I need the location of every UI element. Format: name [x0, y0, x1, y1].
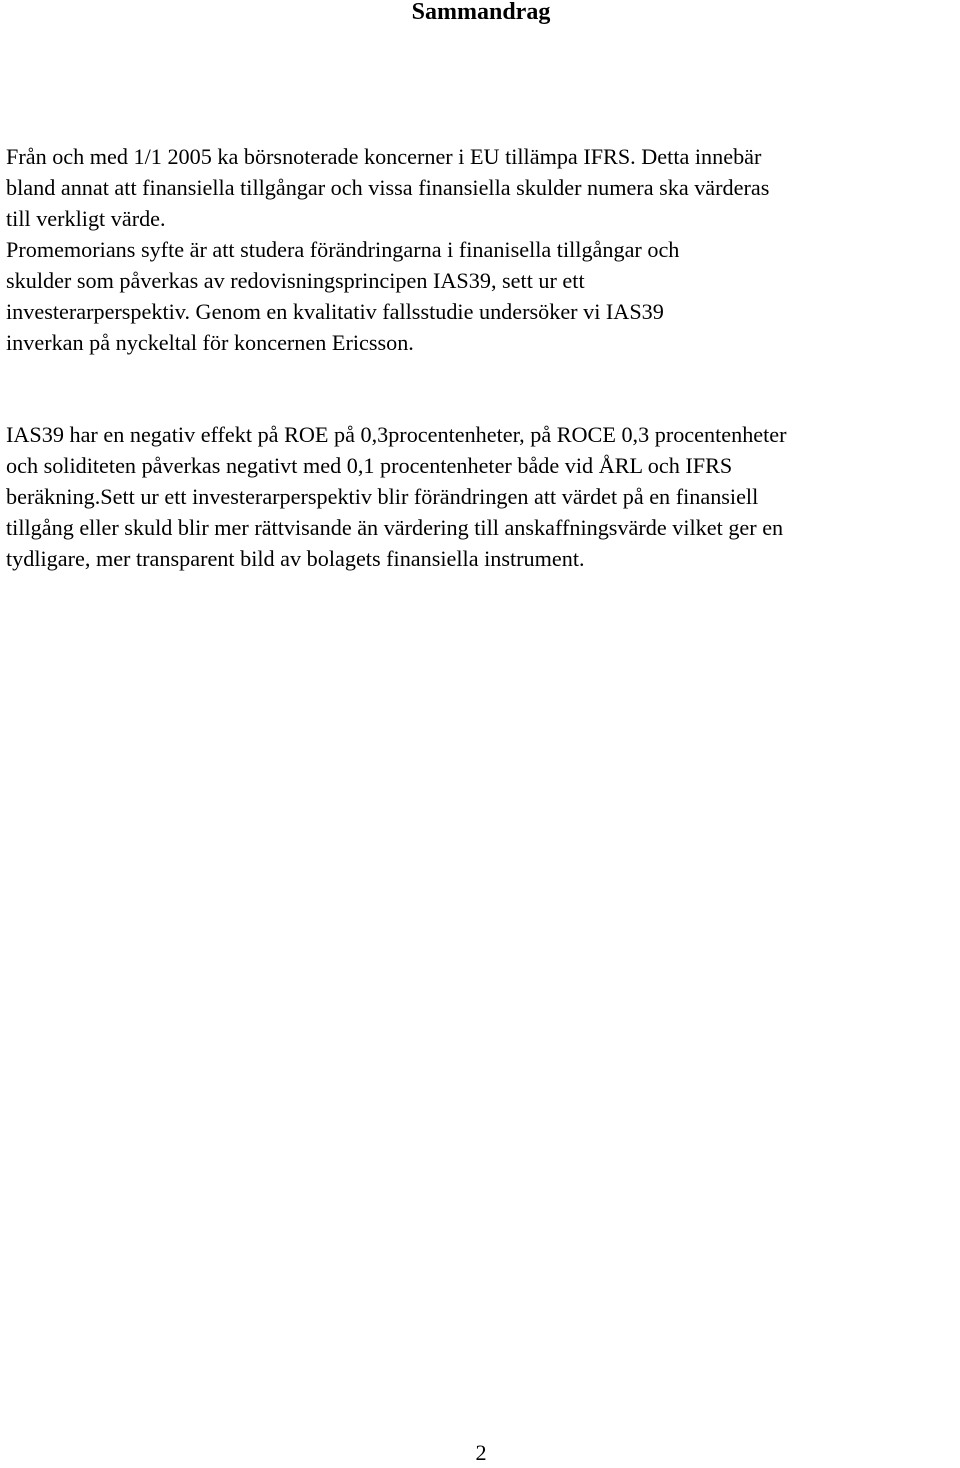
- page-number: 2: [475, 1440, 487, 1465]
- text-line: investerarperspektiv. Genom en kvalitativ fallsstudie undersöker vi IAS39: [6, 299, 664, 324]
- text-line: tydligare, mer transparent bild av bolagets finansiella instrument.: [6, 546, 585, 571]
- text-line: beräkning.Sett ur ett investerarperspektiv blir förändringen att värdet på en finansiell: [6, 484, 759, 509]
- page-title: Sammandrag: [411, 0, 551, 25]
- text-line: bland annat att finansiella tillgångar och vissa finansiella skulder numera ska värderas: [6, 175, 770, 200]
- text-line: tillgång eller skuld blir mer rättvisande än värdering till anskaffningsvärde vilket ger en: [6, 515, 784, 540]
- text-line: IAS39 har en negativ effekt på ROE på 0,3procentenheter, på ROCE 0,3 procentenheter: [6, 422, 787, 447]
- text-line: Från och med 1/1 2005 ka börsnoterade koncerner i EU tillämpa IFRS. Detta innebär: [6, 144, 762, 169]
- text-line: skulder som påverkas av redovisningsprincipen IAS39, sett ur ett: [6, 268, 585, 293]
- text-line: inverkan på nyckeltal för koncernen Ericsson.: [6, 330, 414, 355]
- text-line: Promemorians syfte är att studera förändringarna i finanisella tillgångar och: [6, 237, 680, 262]
- text-line: och soliditeten påverkas negativt med 0,1 procentenheter både vid ÅRL och IFRS: [6, 453, 733, 478]
- text-line: till verkligt värde.: [6, 206, 166, 231]
